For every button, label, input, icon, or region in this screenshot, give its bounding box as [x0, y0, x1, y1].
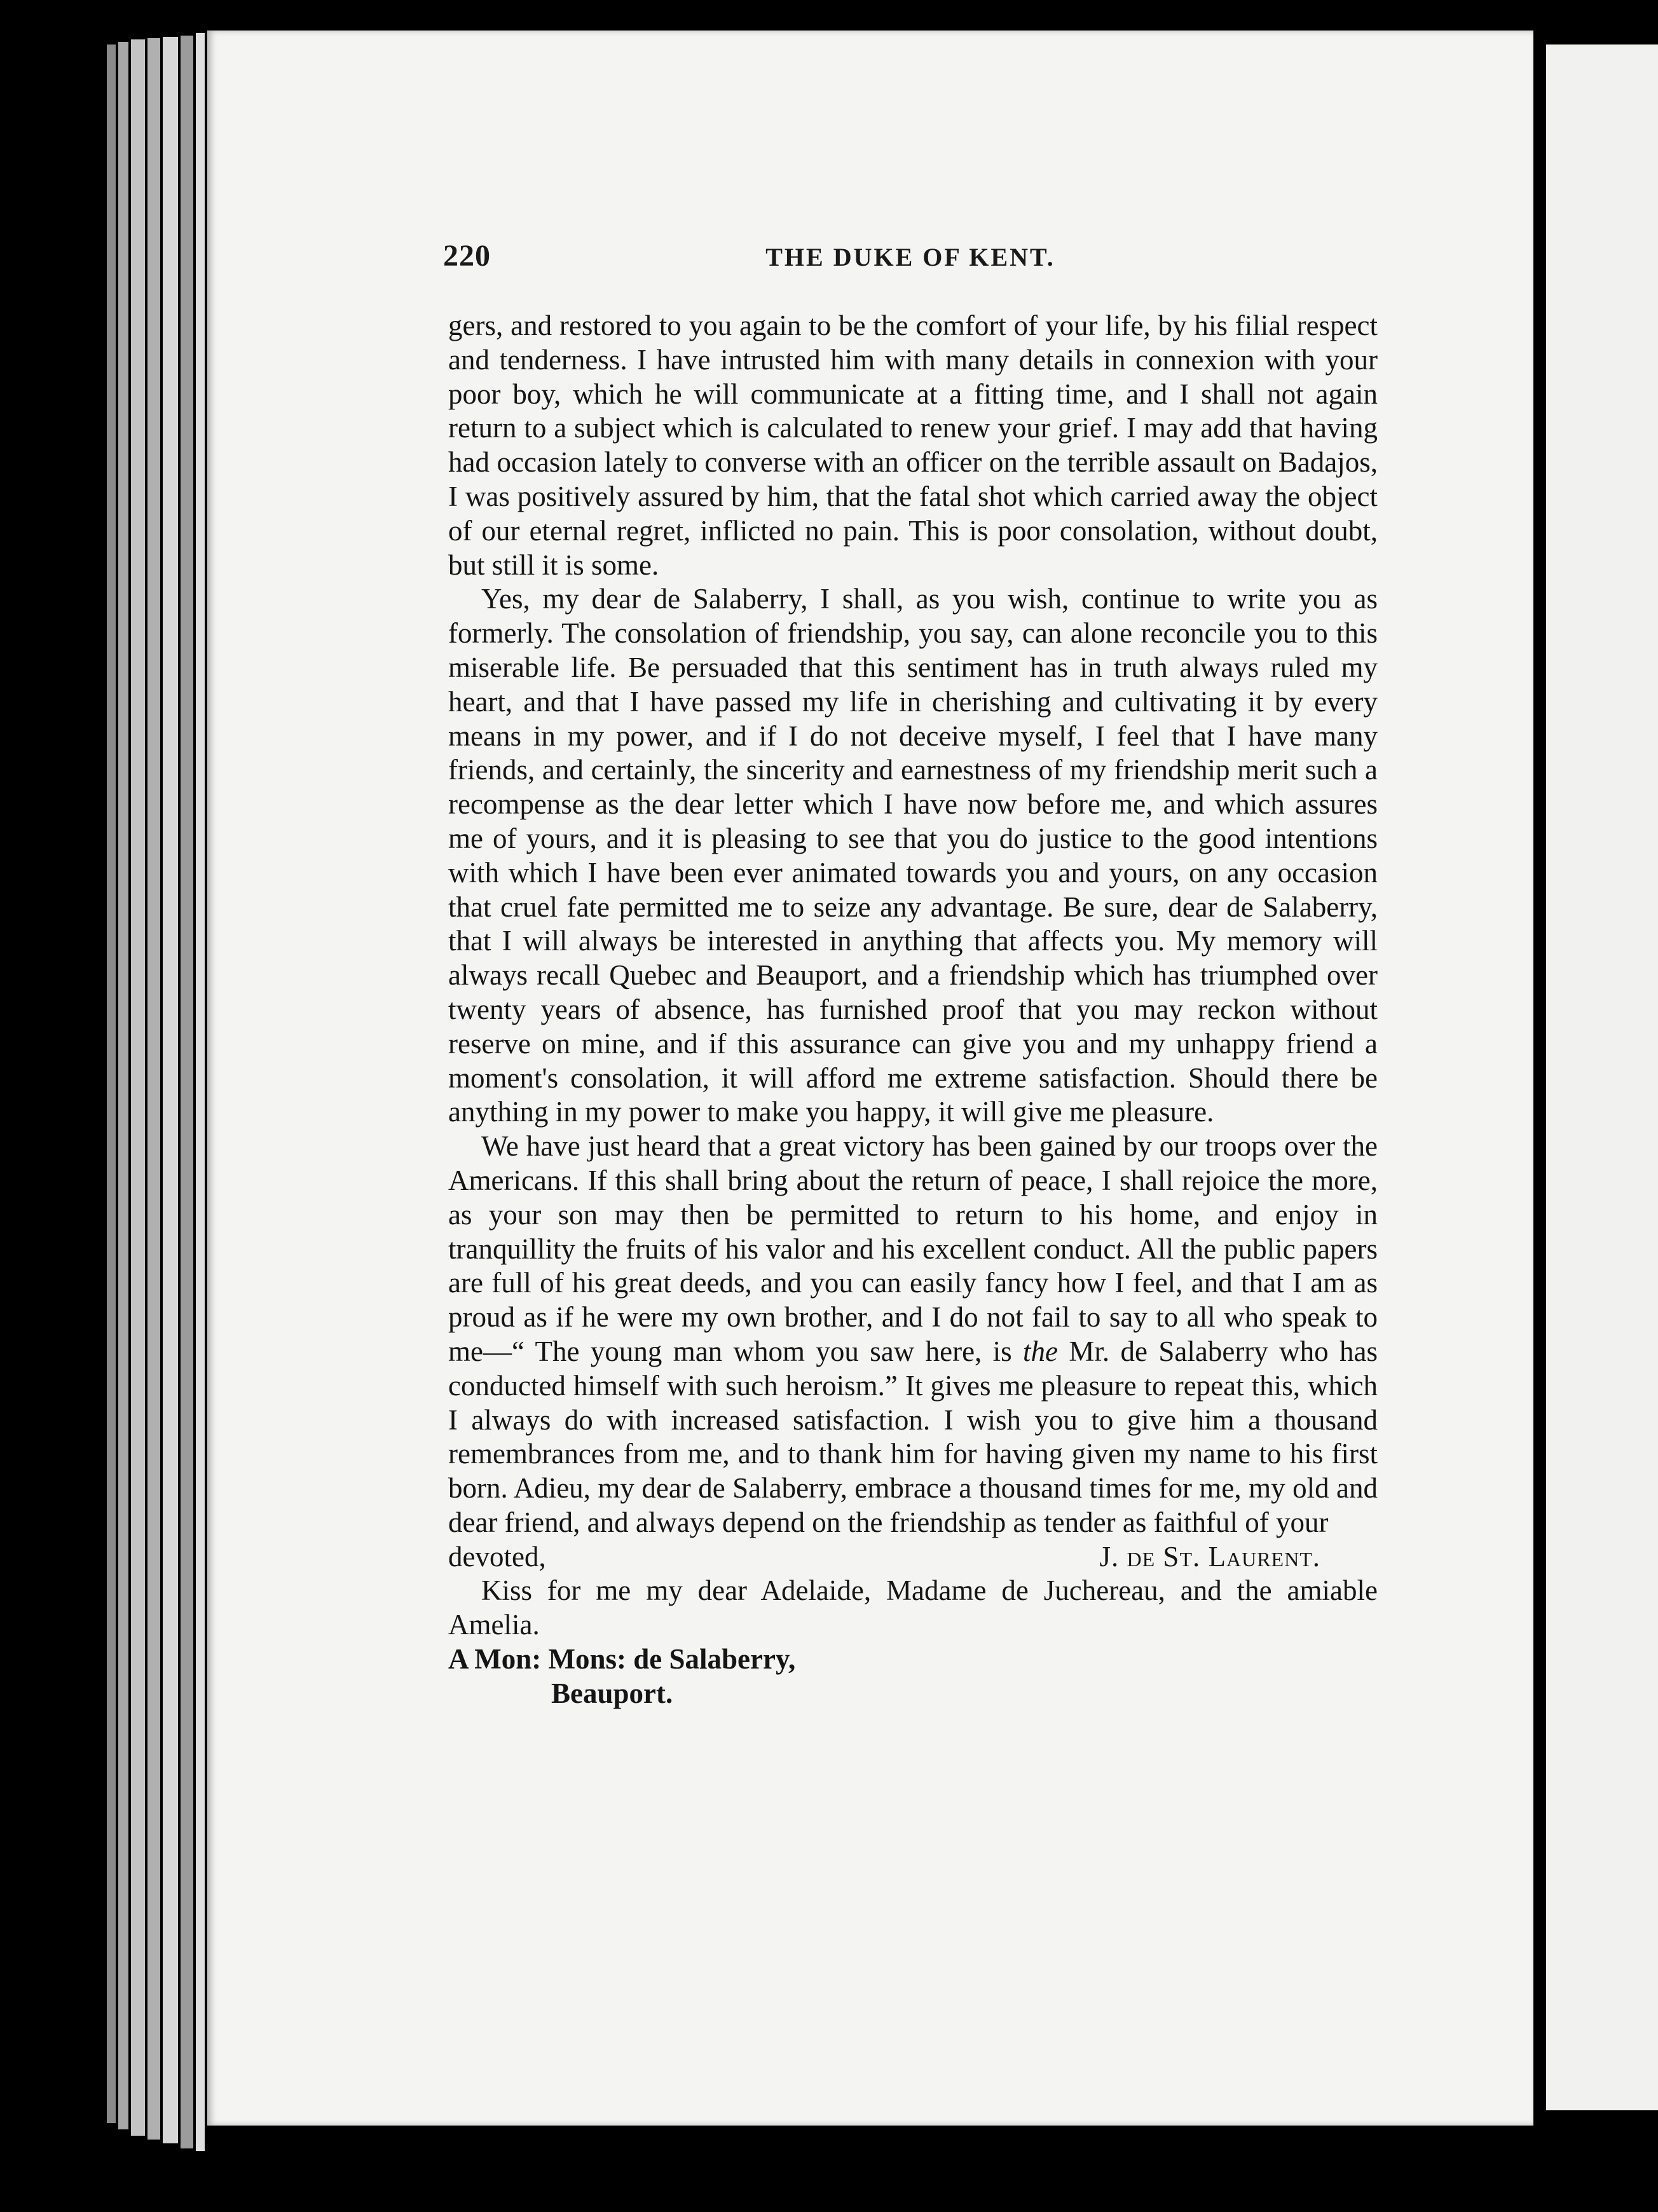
page-edge	[118, 42, 128, 2129]
paragraph-text: Mr. de Salaberry who has conducted himself with such heroism.” It gives me pleasure to repeat this, which I always do with increased satisfaction. I wish you to give him a thousand remembrances from me, and to thank him for having given my name to his first born. Adieu, my dear de Salaberry, embrace a thousand times for me, my old and dear friend, and always depend on the friendship as tender as faithful of your	[448, 1335, 1378, 1538]
facing-page-edge	[1546, 44, 1658, 2110]
page-header	[443, 238, 1378, 283]
address-line: A Mon: Mons: de Salaberry,	[448, 1643, 796, 1676]
italic-emphasis: the	[1023, 1335, 1059, 1367]
page-edge	[131, 39, 145, 2136]
page-edge	[196, 33, 205, 2151]
paragraph	[448, 1130, 1378, 1540]
address-place: Beauport.	[551, 1677, 673, 1709]
paragraph-text: We have just heard that a great victory has been gained by our troops over the Americans. If this shall bring about the return of peace, I shall rejoice the more, as your son may then be permitted to return to his home, and enjoy in tranquillity the fruits of his valor and his excellent conduct. All the public papers are full of his great deeds, and you can easily fancy how I feel, and that I am as proud as if he were my own brother, and I do not fail to say to all who speak to me—“ The young man whom you saw here, is	[448, 1130, 1378, 1367]
signature: J. de St. Laurent.	[1099, 1540, 1320, 1573]
page-number: 220	[443, 239, 491, 273]
letter-body	[448, 309, 1378, 1711]
paragraph: gers, and restored to you again to be the comfort of your life, by his filial respect and tenderness. I have intrusted him with many details in connexion with your poor boy, which he will communicate at a fitting time, and I shall not again return to a subject which is calculated to renew your grief. I may add that having had occasion lately to converse with an officer on the terrible assault on Badajos, I was positively assured by him, that the fatal shot which carried away the object of our eternal regret, inflicted no pain. This is poor consolation, without doubt, but still it is some.	[448, 310, 1378, 581]
signoff-line	[448, 1540, 1378, 1574]
page-edge	[163, 37, 178, 2143]
paragraph: Yes, my dear de Salaberry, I shall, as you wish, continue to write you as formerly. The consolation of friendship, you say, can alone reconcile you to this miserable life. Be persuaded that this sentiment has in truth always ruled my heart, and that I have passed my life in cherishing and cultivating it by every means in my power, and if I do not deceive myself, I feel that I have many friends, and certainly, the sincerity and earnestness of my friendship merit such a recompense as the dear letter which I have now before me, and which assures me of yours, and it is pleasing to see that you do justice to the good intentions with which I have been ever animated towards you and yours, on any occasion that cruel fate permitted me to seize any advantage. Be sure, dear de Salaberry, that I will always be interested in anything that affects you. My memory will always recall Quebec and Beauport, and a friendship which has triumphed over twenty years of absence, has furnished proof that you may reckon without reserve on mine, and if this assurance can give you and my unhappy friend a moment's consolation, it will afford me extreme satisfaction. Should there be anything in my power to make you happy, it will give me pleasure.	[448, 583, 1378, 1128]
page-edge	[181, 36, 193, 2148]
page-edge	[147, 38, 160, 2140]
page-edge	[107, 44, 116, 2123]
closing: devoted,	[448, 1540, 546, 1573]
running-head: THE DUKE OF KENT.	[765, 243, 1055, 271]
postscript: Kiss for me my dear Adelaide, Madame de Juchereau, and the amiable Amelia.	[448, 1574, 1378, 1641]
